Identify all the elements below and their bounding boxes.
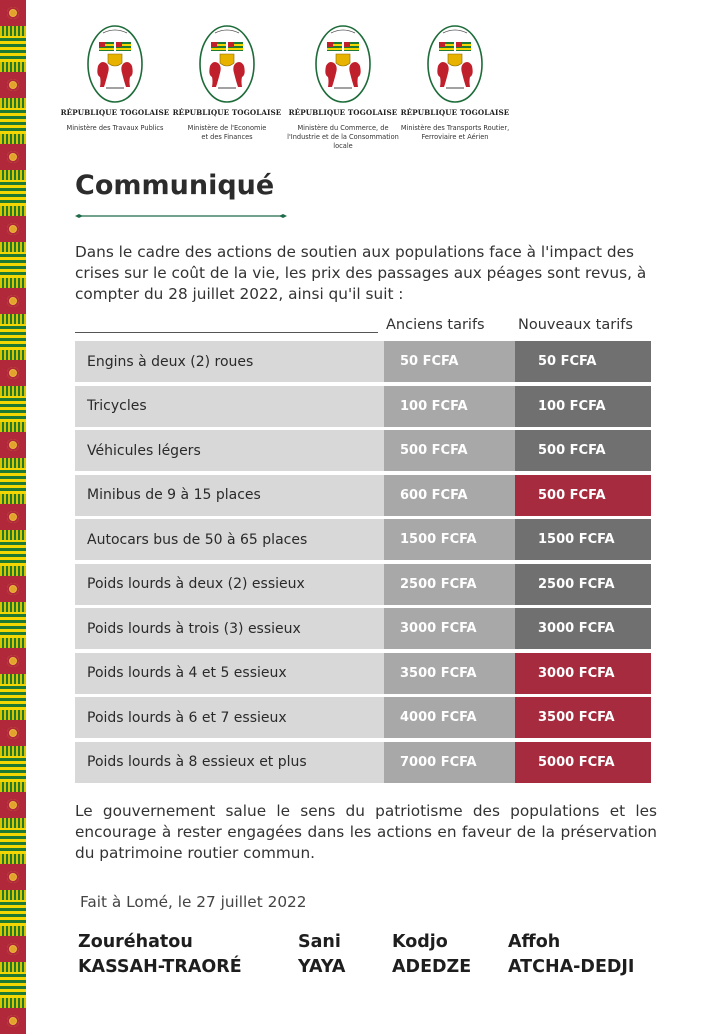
table-row [75, 564, 651, 605]
new-tariff-cell: 100 FCFA [515, 386, 651, 427]
old-tariff-cell: 50 FCFA [384, 341, 515, 382]
kente-pattern-block [0, 900, 26, 926]
reduced-tariff-cell: 3000 FCFA [515, 653, 651, 694]
table-row [75, 742, 651, 783]
logo-travaux-publics [50, 24, 180, 133]
kente-pattern-block [0, 792, 26, 818]
republic-label: RÉPUBLIQUE TOGOLAISE [60, 108, 170, 117]
column-header-old-tariffs: Anciens tarifs [386, 317, 485, 333]
signatory-first-name: Zouréhatou [78, 932, 193, 952]
new-tariff-cell: 500 FCFA [515, 430, 651, 471]
table-row [75, 341, 651, 382]
title-divider [75, 211, 287, 221]
new-tariff-cell: 50 FCFA [515, 341, 651, 382]
ministry-logos [60, 24, 700, 164]
kente-pattern-block [0, 288, 26, 314]
signatory [392, 930, 471, 980]
kente-pattern-block [0, 468, 26, 494]
republic-label: RÉPUBLIQUE TOGOLAISE [400, 108, 510, 117]
kente-pattern-block [0, 540, 26, 566]
intro-paragraph: Dans le cadre des actions de soutien aux populations face à l'impact des crises sur le coût de la vie, les prix des passages aux péages sont revus, à compter du 28 juillet 2022, ainsi qu'il suit : [75, 243, 647, 303]
ministry-label: Ministère de l'Economie et des Finances [187, 124, 267, 141]
kente-pattern-block [0, 720, 26, 746]
table-row [75, 519, 651, 560]
closing-paragraph: Le gouvernement salue le sens du patriotisme des populations et les encourage à rester engagées dans les actions en faveur de la préservation du patrimoine routier commun. [75, 802, 657, 862]
togo-coat-of-arms-icon [198, 24, 256, 104]
header-rule [75, 332, 378, 333]
kente-pattern-block [0, 396, 26, 422]
signatory-last-name: KASSAH-TRAORÉ [78, 957, 242, 977]
reduced-tariff-cell: 5000 FCFA [515, 742, 651, 783]
table-row [75, 386, 651, 427]
kente-pattern-block [0, 108, 26, 134]
vehicle-category-cell: Poids lourds à deux (2) essieux [75, 564, 384, 605]
vehicle-category-cell: Poids lourds à 4 et 5 essieux [75, 653, 384, 694]
kente-pattern-block [0, 324, 26, 350]
kente-pattern-block [0, 36, 26, 62]
kente-pattern-block [0, 648, 26, 674]
table-row [75, 475, 651, 516]
kente-pattern-block [0, 1008, 26, 1034]
kente-pattern-block [0, 0, 26, 26]
kente-pattern-block [0, 144, 26, 170]
tariff-table [75, 341, 651, 786]
new-tariff-cell: 1500 FCFA [515, 519, 651, 560]
kente-pattern-block [0, 612, 26, 638]
ministry-label: Ministère des Transports Routier, Ferroviaire et Aérien [400, 124, 510, 141]
kente-border [0, 0, 26, 1024]
vehicle-category-cell: Autocars bus de 50 à 65 places [75, 519, 384, 560]
kente-pattern-block [0, 252, 26, 278]
old-tariff-cell: 100 FCFA [384, 386, 515, 427]
vehicle-category-cell: Minibus de 9 à 15 places [75, 475, 384, 516]
old-tariff-cell: 3000 FCFA [384, 608, 515, 649]
reduced-tariff-cell: 3500 FCFA [515, 697, 651, 738]
old-tariff-cell: 7000 FCFA [384, 742, 515, 783]
kente-pattern-block [0, 864, 26, 890]
table-row [75, 653, 651, 694]
kente-pattern-block [0, 216, 26, 242]
kente-pattern-block [0, 756, 26, 782]
table-row [75, 697, 651, 738]
old-tariff-cell: 2500 FCFA [384, 564, 515, 605]
republic-label: RÉPUBLIQUE TOGOLAISE [288, 108, 398, 117]
togo-coat-of-arms-icon [314, 24, 372, 104]
kente-pattern-block [0, 936, 26, 962]
old-tariff-cell: 4000 FCFA [384, 697, 515, 738]
signatory-first-name: Kodjo [392, 932, 448, 952]
togo-coat-of-arms-icon [86, 24, 144, 104]
logo-transports [390, 24, 520, 142]
vehicle-category-cell: Poids lourds à 6 et 7 essieux [75, 697, 384, 738]
vehicle-category-cell: Engins à deux (2) roues [75, 341, 384, 382]
republic-label: RÉPUBLIQUE TOGOLAISE [172, 108, 282, 117]
kente-pattern-block [0, 180, 26, 206]
table-row [75, 430, 651, 471]
signatory-first-name: Affoh [508, 932, 561, 952]
column-header-new-tariffs: Nouveaux tarifs [518, 317, 633, 333]
old-tariff-cell: 3500 FCFA [384, 653, 515, 694]
signatory-last-name: YAYA [298, 957, 346, 977]
vehicle-category-cell: Poids lourds à trois (3) essieux [75, 608, 384, 649]
kente-pattern-block [0, 72, 26, 98]
ministry-label: Ministère des Travaux Publics [66, 124, 164, 132]
old-tariff-cell: 600 FCFA [384, 475, 515, 516]
kente-pattern-block [0, 504, 26, 530]
place-and-date: Fait à Lomé, le 27 juillet 2022 [80, 893, 307, 911]
logo-economie-finances [162, 24, 292, 142]
vehicle-category-cell: Véhicules légers [75, 430, 384, 471]
page-title: Communiqué [75, 170, 275, 201]
signatory [508, 930, 634, 980]
signatory-first-name: Sani [298, 932, 341, 952]
old-tariff-cell: 500 FCFA [384, 430, 515, 471]
signatory [298, 930, 345, 980]
togo-coat-of-arms-icon [426, 24, 484, 104]
kente-pattern-block [0, 972, 26, 998]
kente-pattern-block [0, 684, 26, 710]
table-header [75, 317, 655, 339]
new-tariff-cell: 2500 FCFA [515, 564, 651, 605]
vehicle-category-cell: Tricycles [75, 386, 384, 427]
signatory [78, 930, 242, 980]
old-tariff-cell: 1500 FCFA [384, 519, 515, 560]
signatory-last-name: ATCHA-DEDJI [508, 957, 635, 977]
reduced-tariff-cell: 500 FCFA [515, 475, 651, 516]
ministry-label: Ministère du Commerce, de l'Industrie et de la Consommation locale [287, 124, 399, 150]
kente-pattern-block [0, 576, 26, 602]
signatory-last-name: ADEDZE [392, 957, 472, 977]
kente-pattern-block [0, 360, 26, 386]
kente-pattern-block [0, 828, 26, 854]
new-tariff-cell: 3000 FCFA [515, 608, 651, 649]
vehicle-category-cell: Poids lourds à 8 essieux et plus [75, 742, 384, 783]
table-row [75, 608, 651, 649]
kente-pattern-block [0, 432, 26, 458]
